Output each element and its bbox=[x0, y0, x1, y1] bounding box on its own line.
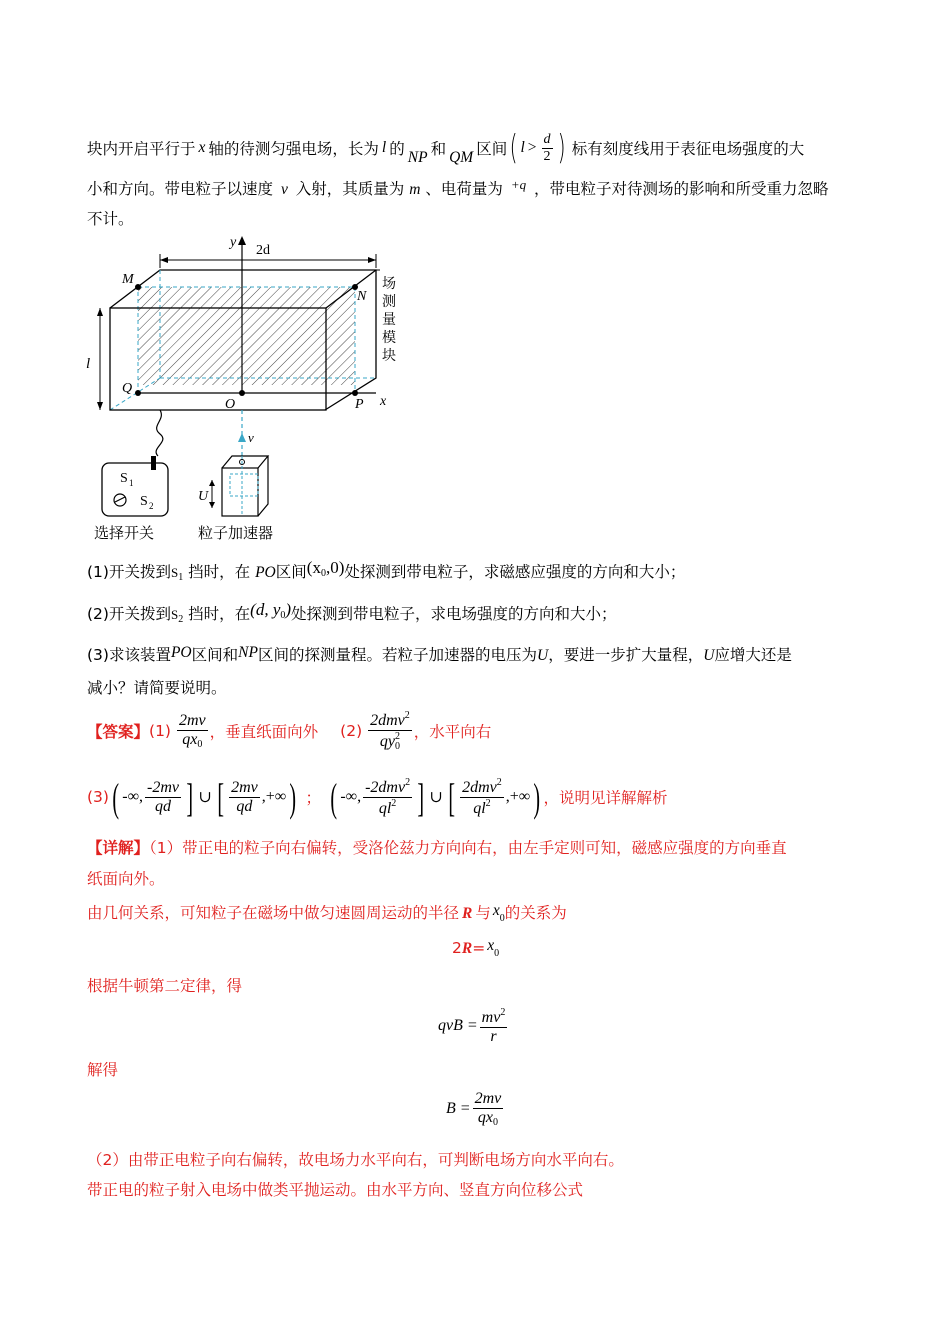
question-text: 挡时，在 bbox=[188, 605, 251, 623]
module-label-5: 块 bbox=[382, 348, 396, 364]
subscript: 2 bbox=[178, 614, 184, 625]
fraction-numerator bbox=[363, 777, 412, 798]
switch-knob bbox=[151, 456, 156, 470]
point-text: (x bbox=[306, 558, 321, 577]
equation-qvb bbox=[438, 1003, 509, 1049]
denominator-text: ql bbox=[473, 799, 486, 817]
union-symbol: ∪ bbox=[429, 789, 443, 806]
equation-fraction bbox=[480, 1007, 508, 1045]
intro-text: 轴的待测匀强电场，长为 bbox=[208, 140, 379, 158]
accelerator-caption: 粒子加速器 bbox=[198, 524, 274, 542]
box-back-hidden-d bbox=[110, 378, 160, 410]
detail-line-6: （2）由带正电粒子向右偏转，故电场力水平向右，可判断电场方向水平向右。 bbox=[87, 1151, 624, 1169]
label-q: Q bbox=[122, 381, 133, 396]
answer-tag: 【答案】 bbox=[87, 723, 150, 741]
equation-2r-x0 bbox=[452, 939, 499, 959]
dim-arrow-right bbox=[368, 257, 376, 263]
detail-text: 的关系为 bbox=[504, 904, 567, 922]
fraction-denominator bbox=[377, 798, 398, 818]
fraction-numerator: d bbox=[543, 132, 551, 148]
switch-s2-sub: 2 bbox=[149, 501, 154, 511]
detail-line-5: 解得 bbox=[87, 1061, 119, 1079]
label-p: P bbox=[355, 397, 364, 412]
interval-fraction bbox=[363, 777, 412, 817]
denominator-text: qx bbox=[477, 1108, 493, 1126]
intro-text: 、电荷量为 bbox=[425, 180, 503, 198]
intro-text: 入射，其质量为 bbox=[295, 180, 405, 198]
superscript: 2 bbox=[404, 710, 410, 722]
denominator-text: qy bbox=[379, 732, 395, 750]
apparatus-figure bbox=[80, 230, 420, 550]
intro-text: 块内开启平行于 bbox=[87, 140, 196, 158]
fraction-numerator: -2mv bbox=[147, 778, 180, 796]
y-axis-arrow bbox=[238, 236, 246, 245]
switch-s2-label: S bbox=[140, 494, 148, 509]
bracket-right: ] bbox=[417, 774, 425, 820]
superscript: 2 bbox=[485, 797, 491, 809]
intro-text: 的 bbox=[389, 140, 405, 158]
dim-arrow-left bbox=[160, 257, 168, 263]
accelerator-front bbox=[222, 468, 258, 516]
symbol-u: U bbox=[536, 647, 549, 664]
subscript: 0 bbox=[197, 738, 203, 750]
symbol-m: m bbox=[409, 181, 421, 198]
detail-line-3 bbox=[87, 901, 567, 924]
question-text: 处探测到带电粒子，求电场强度的方向和大小； bbox=[291, 605, 617, 623]
question-text: 处探测到带电粒子，求磁感应强度的方向和大小； bbox=[344, 563, 686, 581]
symbol-v: v bbox=[280, 181, 288, 198]
answer-2-fraction bbox=[368, 710, 412, 752]
numerator-text: -2dmv bbox=[365, 778, 406, 796]
velocity-label: v bbox=[248, 430, 254, 445]
symbol-qm: QM bbox=[449, 149, 474, 166]
dim-l-label: l bbox=[86, 356, 91, 372]
numerator-text: 2dmv bbox=[370, 712, 405, 730]
switch-s1-label: S bbox=[120, 471, 128, 486]
subscript: 0 bbox=[499, 913, 505, 924]
interval-fraction bbox=[460, 777, 504, 817]
equation-b bbox=[446, 1086, 505, 1132]
detail-text: 由几何关系，可知粒子在磁场中做匀速圆周运动的半径 bbox=[87, 904, 460, 922]
fraction-denominator: qd bbox=[155, 797, 172, 815]
superscript: 2 bbox=[496, 776, 502, 788]
paren-left: ( bbox=[330, 774, 338, 820]
module-label-4: 模 bbox=[382, 330, 396, 346]
subscript: 0 bbox=[494, 948, 500, 959]
fraction-numerator: 2mv bbox=[178, 712, 206, 730]
question-text: 区间和 bbox=[191, 646, 239, 664]
question-text: (3)求该装置 bbox=[87, 646, 171, 664]
question-3 bbox=[87, 643, 792, 665]
intro-line-3: 不计。 bbox=[87, 210, 134, 228]
intro-line-2 bbox=[87, 177, 829, 199]
accelerator-side bbox=[258, 456, 268, 516]
fraction-denominator bbox=[180, 731, 204, 750]
symbol-x0: x bbox=[492, 902, 500, 919]
union-symbol: ∪ bbox=[198, 789, 212, 806]
fraction-d-over-2 bbox=[542, 132, 553, 164]
detail-line-4: 根据牛顿第二定律，得 bbox=[87, 977, 243, 995]
paren-left: ( bbox=[112, 774, 119, 820]
point-x0 bbox=[307, 558, 345, 577]
question-text: (1)开关拨到 bbox=[87, 563, 171, 581]
symbol-po: PO bbox=[170, 644, 192, 661]
question-text: 挡时，在 bbox=[188, 563, 251, 581]
question-3-line-2: 减小？请简要说明。 bbox=[87, 679, 227, 697]
answer-1-text: ，垂直纸面向外 bbox=[209, 723, 319, 741]
voltage-arrow-head-down bbox=[209, 502, 215, 508]
equation-left: qvB = bbox=[438, 1017, 478, 1034]
detail-text: （1）带正电的粒子向右偏转，受洛伦兹力方向向右，由左手定则可知，磁感应强度的方向垂直 bbox=[149, 839, 787, 857]
numerator-text: mv bbox=[481, 1008, 501, 1026]
question-2 bbox=[87, 602, 617, 625]
detail-line-7: 带正电的粒子射入电场中做类平抛运动。由水平方向、竖直方向位移公式 bbox=[87, 1181, 584, 1199]
label-m: M bbox=[122, 272, 134, 287]
symbol-np: NP bbox=[407, 149, 428, 166]
paren-right: ) bbox=[557, 128, 566, 168]
answer-label: (2) bbox=[340, 722, 363, 740]
subscript: 0 bbox=[492, 1116, 498, 1128]
y-axis-label: y bbox=[230, 235, 237, 250]
field-region bbox=[138, 287, 355, 385]
paren-right: ) bbox=[289, 774, 297, 820]
question-text: 区间的探测量程。若粒子加速器的电压为 bbox=[257, 646, 537, 664]
denominator-text: qx bbox=[182, 730, 198, 748]
symbol-s: S bbox=[170, 565, 179, 580]
fraction-numerator bbox=[460, 777, 504, 798]
fraction-denominator bbox=[476, 1109, 500, 1128]
voltage-arrow-head-up bbox=[209, 480, 215, 486]
symbol-l: l bbox=[520, 139, 525, 156]
intro-text: 小和方向。带电粒子以速度 bbox=[87, 180, 274, 198]
answer-2-text: ，水平向右 bbox=[413, 723, 492, 741]
fraction-numerator: 2mv bbox=[474, 1090, 502, 1108]
interval-2 bbox=[327, 774, 544, 821]
interval-fraction bbox=[145, 779, 181, 815]
interval-bound: -∞, bbox=[122, 788, 144, 805]
subscript: 0 bbox=[395, 740, 400, 752]
accelerator-inner bbox=[230, 474, 258, 496]
question-text: 区间 bbox=[275, 563, 307, 581]
intro-text: 和 bbox=[430, 140, 447, 158]
module-label-1: 场 bbox=[382, 276, 396, 292]
equals-sign: = bbox=[472, 939, 486, 957]
equation-part: 2 bbox=[452, 939, 462, 957]
point-q bbox=[135, 390, 141, 396]
fraction-numerator bbox=[480, 1007, 508, 1028]
dim-2d-label: 2d bbox=[256, 243, 270, 258]
interval-fraction bbox=[229, 779, 260, 815]
answer-label: (3) bbox=[87, 788, 109, 806]
superscript: 2 bbox=[405, 776, 411, 788]
answer-label: (1) bbox=[149, 722, 171, 740]
detail-tag: 【详解】 bbox=[87, 839, 150, 857]
beam-arrow bbox=[238, 433, 246, 442]
detail-text: 与 bbox=[475, 904, 491, 922]
detail-line-2: 纸面向外。 bbox=[87, 870, 165, 888]
equation-fraction bbox=[473, 1090, 504, 1128]
fraction-denominator bbox=[471, 798, 492, 818]
bracket-right: ] bbox=[186, 774, 194, 820]
dim-arrow-up bbox=[97, 308, 103, 316]
point-text: ,0) bbox=[325, 558, 345, 577]
x-axis-label: x bbox=[380, 394, 387, 409]
subscript: 0 bbox=[280, 610, 286, 621]
question-1 bbox=[87, 560, 685, 583]
bracket-left: [ bbox=[217, 774, 224, 820]
switch-dial-pointer bbox=[115, 497, 125, 502]
separator: ； bbox=[305, 789, 322, 807]
superscript: 2 bbox=[395, 730, 400, 742]
interval-bound: -∞, bbox=[340, 788, 362, 805]
gt-sign: > bbox=[527, 139, 537, 156]
answer-1-fraction bbox=[177, 712, 208, 750]
paren-left: ( bbox=[509, 128, 518, 168]
module-label-3: 量 bbox=[382, 312, 396, 328]
symbol-q: +q bbox=[510, 177, 527, 192]
fraction-numerator bbox=[368, 710, 412, 731]
switch-caption: 选择开关 bbox=[94, 524, 155, 542]
fraction-numerator: 2mv bbox=[231, 778, 258, 796]
symbol-s: S bbox=[170, 607, 179, 622]
question-text: 应增大还是 bbox=[714, 646, 792, 664]
fraction-denominator: r bbox=[490, 1027, 497, 1045]
answer-line-3 bbox=[87, 770, 668, 824]
question-text: (2)开关拨到 bbox=[87, 605, 171, 623]
label-n: N bbox=[357, 289, 367, 304]
point-d-y0 bbox=[250, 600, 291, 619]
switch-s1-sub: 1 bbox=[129, 478, 134, 488]
subscript: 1 bbox=[178, 572, 184, 583]
answer-line-1 bbox=[87, 706, 491, 756]
intro-text: 区间 bbox=[476, 140, 508, 158]
answer-3-text: ，说明见详解解析 bbox=[543, 789, 668, 807]
denominator-text: ql bbox=[378, 799, 392, 817]
point-m bbox=[135, 284, 141, 290]
symbol-r: R bbox=[462, 905, 473, 922]
symbol-l: l bbox=[381, 139, 387, 156]
point-text: (d, y bbox=[250, 600, 281, 619]
point-p bbox=[352, 390, 358, 396]
paren-right: ) bbox=[533, 774, 541, 820]
interval-bound: ,+∞ bbox=[261, 788, 287, 805]
label-o: O bbox=[225, 397, 236, 412]
equation-left: B = bbox=[446, 1100, 471, 1117]
intro-line-1 bbox=[87, 128, 804, 168]
interval-bound: ,+∞ bbox=[505, 788, 531, 805]
bracket-left: [ bbox=[448, 774, 455, 820]
intro-text: ，带电粒子对待测场的影响和所受重力忽略 bbox=[534, 180, 829, 198]
numerator-text: 2dmv bbox=[462, 778, 497, 796]
voltage-label: U bbox=[198, 489, 209, 504]
point-o bbox=[239, 390, 245, 396]
subscript: 0 bbox=[320, 568, 326, 579]
symbol-np: NP bbox=[238, 644, 258, 661]
fraction-denominator bbox=[378, 731, 402, 752]
fraction-denominator: 2 bbox=[543, 148, 551, 164]
module-label-2: 测 bbox=[382, 294, 396, 310]
superscript: 2 bbox=[500, 1006, 506, 1018]
symbol-x0: x bbox=[487, 937, 495, 954]
symbol-u: U bbox=[703, 647, 715, 664]
question-text: ，要进一步扩大量程， bbox=[548, 646, 704, 664]
point-text: ) bbox=[285, 600, 292, 619]
fraction-denominator: qd bbox=[236, 797, 253, 815]
intro-text: 标有刻度线用于表征电场强度的大 bbox=[571, 140, 805, 158]
dim-arrow-down bbox=[97, 402, 103, 410]
symbol-po: PO bbox=[255, 564, 276, 581]
symbol-x: x bbox=[198, 139, 206, 156]
cable bbox=[156, 410, 163, 456]
symbol-r: R bbox=[461, 940, 473, 957]
interval-1 bbox=[109, 774, 300, 821]
superscript: 2 bbox=[391, 797, 397, 809]
detail-line-1 bbox=[87, 836, 787, 858]
selector-switch-box bbox=[102, 463, 168, 516]
